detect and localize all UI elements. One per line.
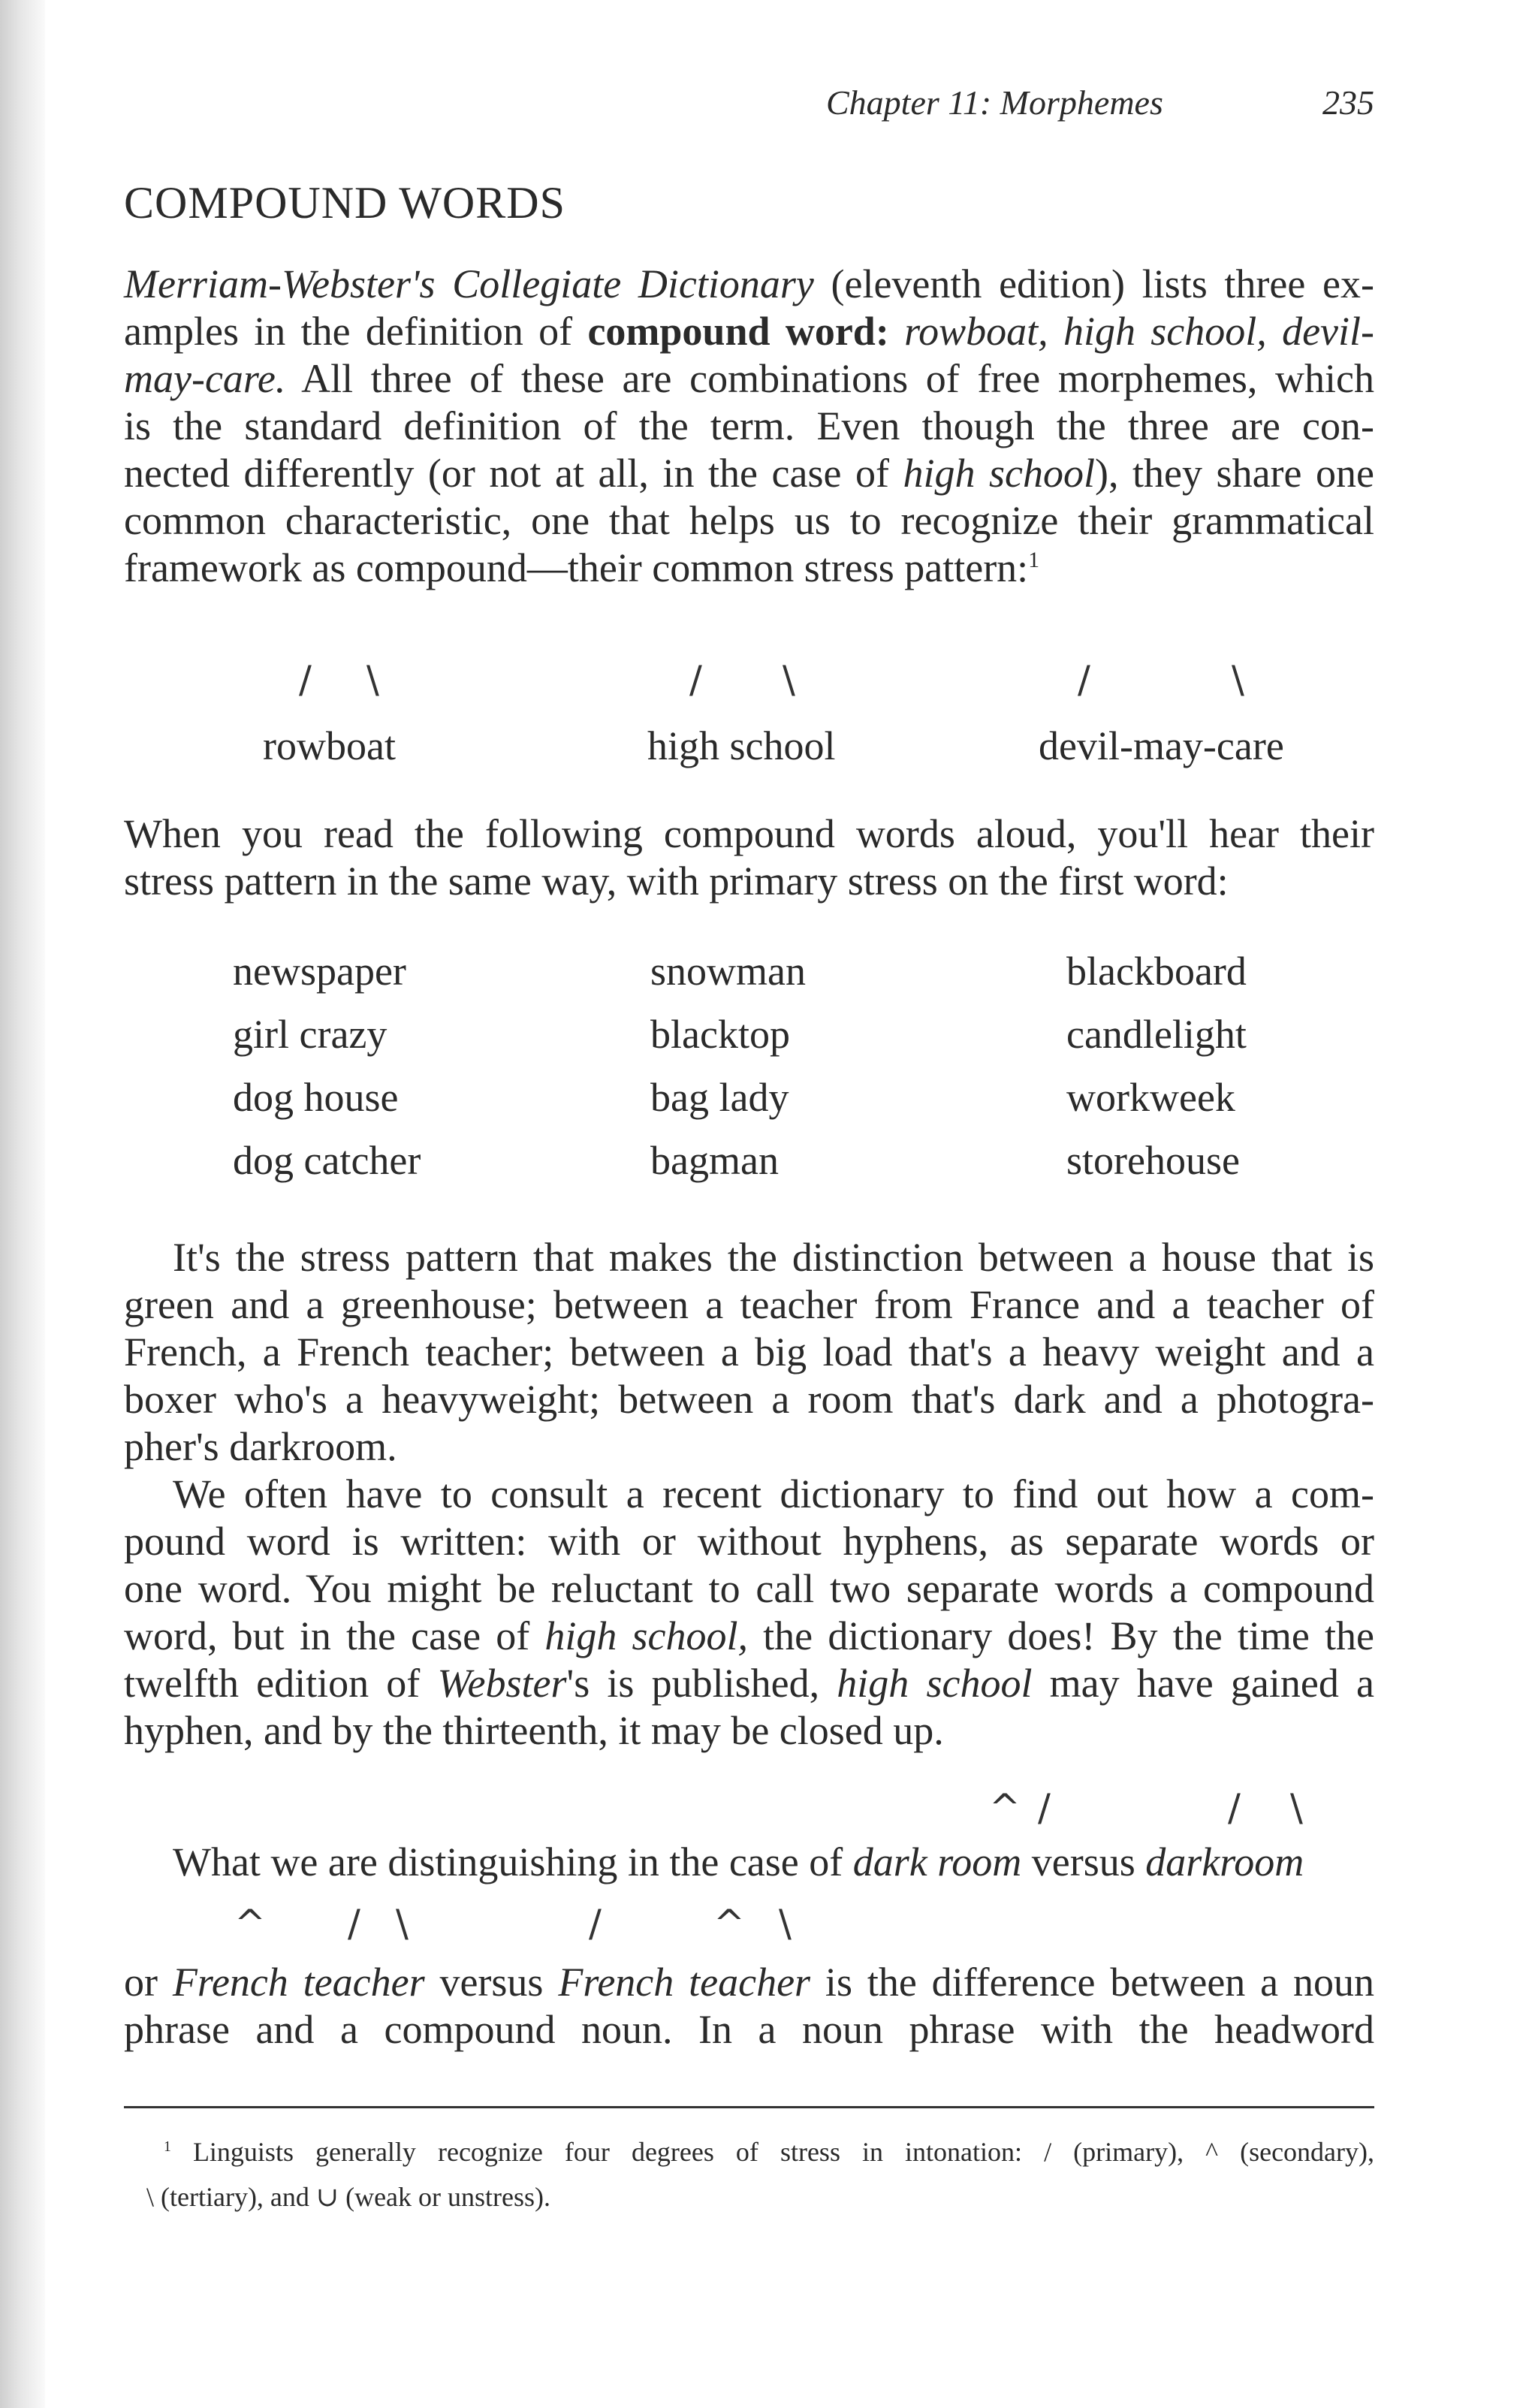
list-item: dog catcher xyxy=(233,1138,421,1183)
para3-line4: boxer who's a heavyweight; between a room that's dark and a photogra- xyxy=(124,1377,1374,1422)
para1-line2 xyxy=(124,307,1374,355)
weak-stress-symbol: ∪ xyxy=(315,2182,339,2212)
example-word: high school, xyxy=(544,1613,749,1658)
text-run: may have gained a xyxy=(1032,1661,1374,1706)
para4-line6: hyphen, and by the thirteenth, it may be closed up. xyxy=(124,1708,944,1753)
stress-example-word: high school xyxy=(647,723,836,768)
para5-line3: phrase and a compound noun. In a noun phrase with the headword xyxy=(124,2007,1374,2052)
list-item: bagman xyxy=(650,1138,779,1183)
primary-stress-mark: / xyxy=(1078,658,1090,702)
example-word: darkroom xyxy=(1145,1839,1304,1884)
secondary-stress-mark: ^ xyxy=(234,1902,266,1945)
para1-line1 xyxy=(124,260,1374,308)
para1-line7 xyxy=(124,544,1374,592)
footnote-line2 xyxy=(146,2175,1374,2219)
example-word: may-care. xyxy=(124,356,286,401)
tertiary-stress-mark: \ xyxy=(366,658,379,702)
para4-line4 xyxy=(124,1612,1374,1660)
list-item: workweek xyxy=(1066,1075,1235,1120)
footnote-rule xyxy=(124,2106,1374,2108)
secondary-stress-mark: ^ xyxy=(989,1786,1021,1830)
stress-example-word: rowboat xyxy=(263,723,396,768)
para5-line1 xyxy=(173,1838,1374,1886)
dictionary-title: Merriam-Webster's Collegiate Dictionary xyxy=(124,261,814,306)
footnote-number: 1 xyxy=(164,2138,171,2155)
primary-stress-symbol: / xyxy=(1044,2137,1052,2167)
example-word: high school xyxy=(837,1661,1033,1706)
para3-line2: green and a greenhouse; between a teacher from France and a teacher of xyxy=(124,1282,1374,1327)
para2-line1: When you read the following compound words aloud, you'll hear their xyxy=(124,811,1374,856)
chapter-title: Chapter 11: Morphemes xyxy=(826,83,1163,122)
text-run: 's is published, xyxy=(566,1661,837,1706)
para1-line6: common characteristic, one that helps us to recognize their grammatical xyxy=(124,498,1374,543)
page-gutter-shadow xyxy=(0,0,45,2408)
para1-line5 xyxy=(124,449,1374,497)
example-word: high school xyxy=(903,451,1096,496)
primary-stress-mark: / xyxy=(1038,1786,1051,1830)
para3-line3: French, a French teacher; between a big load that's a heavy weight and a xyxy=(124,1329,1374,1374)
text-run: is the difference between a noun xyxy=(810,1960,1375,2005)
text-run: What we are distinguishing in the case of xyxy=(173,1839,853,1884)
page-number: 235 xyxy=(1322,83,1374,122)
list-item: dog house xyxy=(233,1075,399,1120)
para2-line2: stress pattern in the same way, with primary stress on the first word: xyxy=(124,858,1229,904)
footnote-ref: 1 xyxy=(1028,548,1040,572)
tertiary-stress-mark: \ xyxy=(783,658,795,702)
list-item: candlelight xyxy=(1066,1012,1247,1057)
para4-line2: pound word is written: with or without hyphens, as separate words or xyxy=(124,1519,1374,1564)
example-phrase: French teacher xyxy=(558,1960,811,2005)
para3-line5: pher's darkroom. xyxy=(124,1424,397,1469)
para5-line2 xyxy=(124,1958,1374,2006)
primary-stress-mark: / xyxy=(348,1902,360,1945)
list-item: newspaper xyxy=(233,949,406,994)
tertiary-stress-mark: \ xyxy=(1232,658,1244,702)
example-phrase: French teacher xyxy=(172,1960,425,2005)
stress-example-word: devil-may-care xyxy=(1039,723,1284,768)
text-run: versus xyxy=(1021,1839,1146,1884)
text-run: nected differently (or not at all, in the case of xyxy=(124,451,903,496)
list-item: bag lady xyxy=(650,1075,789,1120)
text-run: word, but in the case of xyxy=(124,1613,545,1658)
section-heading: COMPOUND WORDS xyxy=(124,178,565,228)
dictionary-title: Webster xyxy=(437,1661,567,1706)
primary-stress-mark: / xyxy=(1228,1786,1241,1830)
para1-line4: is the standard definition of the term. Even though the three are con- xyxy=(124,403,1374,448)
text-run: framework as compound—their common stress pattern: xyxy=(124,545,1029,590)
text-run: twelfth edition of xyxy=(124,1661,438,1706)
text-run: versus xyxy=(424,1960,559,2005)
text-run: (tertiary), and xyxy=(154,2182,316,2212)
primary-stress-mark: / xyxy=(299,658,312,702)
list-item: blacktop xyxy=(650,1012,790,1057)
tertiary-stress-symbol: \ xyxy=(146,2182,155,2212)
list-item: storehouse xyxy=(1066,1138,1240,1183)
para3-line1: It's the stress pattern that makes the distinction between a house that is xyxy=(173,1235,1374,1280)
text-run: Linguists generally recognize four degrees of stress in intonation: xyxy=(192,2137,1045,2167)
text-run: (secondary), xyxy=(1218,2137,1375,2167)
secondary-stress-mark: ^ xyxy=(713,1902,745,1945)
footnote-line1 xyxy=(164,2130,1374,2174)
defined-term: compound word: xyxy=(587,309,889,354)
text-run xyxy=(889,309,904,354)
para4-line1: We often have to consult a recent dictionary to find out how a com- xyxy=(173,1471,1374,1516)
text-run: ), they share one xyxy=(1095,451,1374,496)
tertiary-stress-mark: \ xyxy=(779,1902,792,1945)
para1-line3 xyxy=(124,355,1374,403)
primary-stress-mark: / xyxy=(589,1902,602,1945)
text-run: the dictionary does! By the time the xyxy=(748,1613,1374,1658)
list-item: blackboard xyxy=(1066,949,1247,994)
example-phrase: dark room xyxy=(852,1839,1022,1884)
para4-line3: one word. You might be reluctant to call two separate words a compound xyxy=(124,1566,1374,1611)
text-run: amples in the definition of xyxy=(124,309,588,354)
tertiary-stress-mark: \ xyxy=(1290,1786,1303,1830)
text-run: (eleventh edition) lists three ex- xyxy=(813,261,1374,306)
list-item: snowman xyxy=(650,949,806,994)
primary-stress-mark: / xyxy=(689,658,702,702)
text-run: All three of these are combinations of free morphemes, which xyxy=(285,356,1374,401)
list-item: girl crazy xyxy=(233,1012,388,1057)
example-words: rowboat, high school, devil- xyxy=(904,309,1375,354)
tertiary-stress-mark: \ xyxy=(396,1902,409,1945)
text-run: or xyxy=(124,1960,173,2005)
para4-line5 xyxy=(124,1659,1374,1707)
text-run: (primary), xyxy=(1051,2137,1206,2167)
running-head xyxy=(826,83,1374,135)
secondary-stress-symbol: ^ xyxy=(1205,2137,1219,2167)
text-run: (weak or unstress). xyxy=(339,2182,551,2212)
